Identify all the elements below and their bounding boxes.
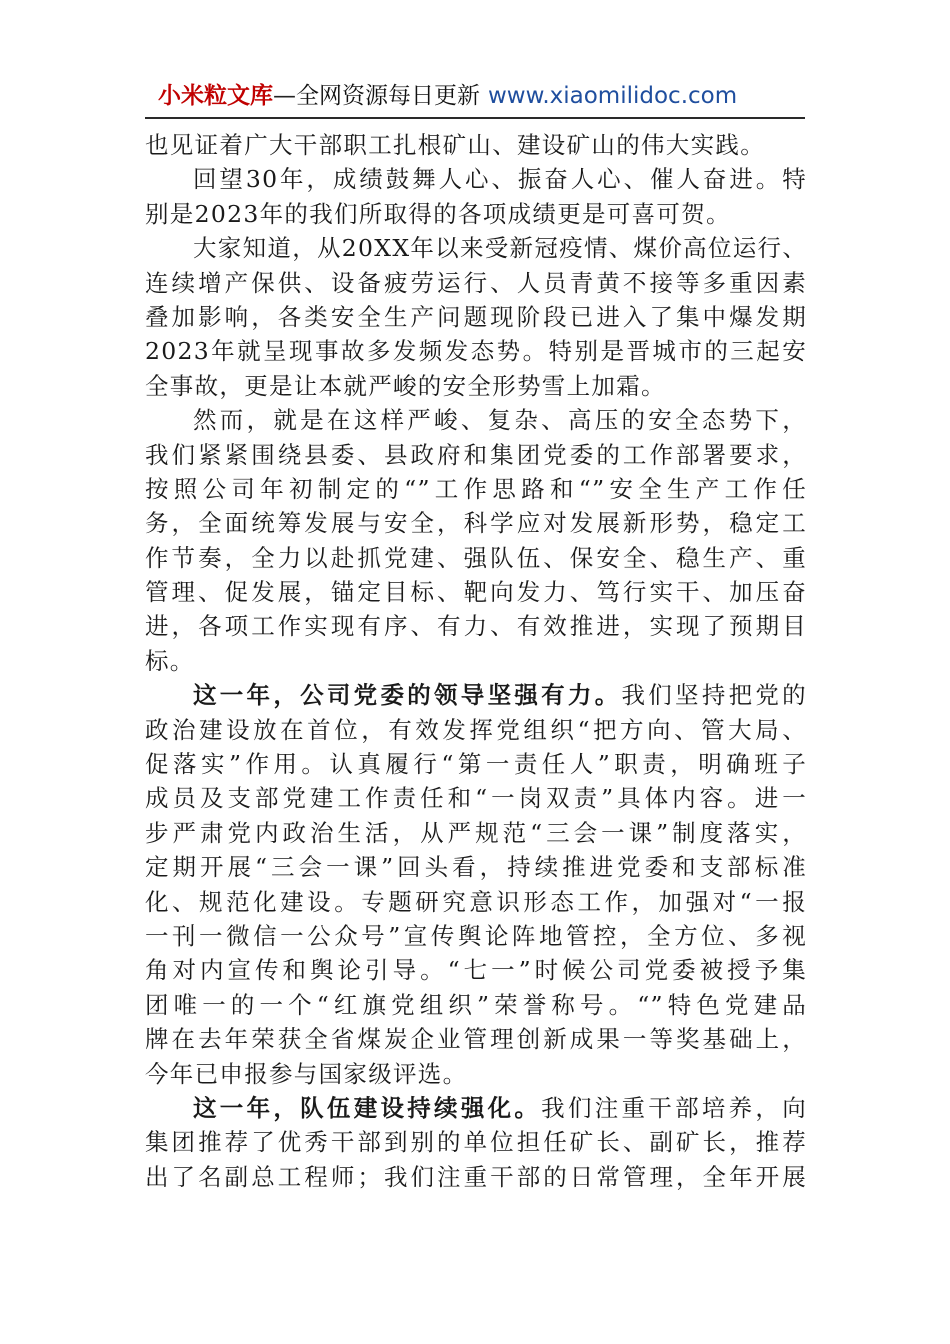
header-url[interactable]: www.xiaomilidoc.com [488, 83, 738, 109]
text-line: 出了名副总工程师；我们注重干部的日常管理，全年开展 [145, 1162, 807, 1191]
header-dash: — [273, 83, 296, 109]
text-line: 集团推荐了优秀干部到别的单位担任矿长、副矿长，推荐 [145, 1128, 807, 1157]
text-line: 连续增产保供、设备疲劳运行、人员青黄不接等多重因素 [145, 268, 807, 297]
bold-lead-team: 这一年，队伍建设持续强化。 [193, 1093, 542, 1122]
document-body [145, 128, 807, 1194]
text-line-rest: 我们坚持把党的 [621, 681, 807, 710]
text-line: 定期开展“三会一课”回头看，持续推进党委和支部标准 [145, 853, 807, 882]
header-rule [145, 117, 805, 119]
text-line: 进，各项工作实现有序、有力、有效推进，实现了预期目 [145, 612, 807, 641]
bold-lead-party: 这一年，公司党委的领导坚强有力。 [193, 681, 622, 710]
text-line: 叠加影响，各类安全生产问题现阶段已进入了集中爆发期 [145, 302, 807, 331]
text-line: 化、规范化建设。专题研究意识形态工作，加强对“一报 [145, 887, 807, 916]
text-line: 今年已申报参与国家级评选。 [145, 1059, 468, 1088]
text-line: 然而，就是在这样严峻、复杂、高压的安全态势下， [193, 406, 807, 435]
text-line: 2023年就呈现事故多发频发态势。特别是晋城市的三起安 [145, 337, 807, 366]
page-header [158, 80, 737, 116]
text-line: 全事故，更是让本就严峻的安全形势雪上加霜。 [145, 371, 666, 400]
text-line-rest: 我们注重干部培养，向 [541, 1093, 808, 1122]
text-line: 别是2023年的我们所取得的各项成绩更是可喜可贺。 [145, 199, 731, 228]
header-slogan: 全网资源每日更新 [296, 83, 480, 109]
text-line: 政治建设放在首位，有效发挥党组织“把方向、管大局、 [145, 715, 807, 744]
text-line: 回望30年，成绩鼓舞人心、振奋人心、催人奋进。特 [193, 165, 807, 194]
text-line: 我们紧紧围绕县委、县政府和集团党委的工作部署要求， [145, 440, 807, 469]
brand-name: 小米粒文库 [158, 83, 273, 109]
text-line: 也见证着广大干部职工扎根矿山、建设矿山的伟大实践。 [145, 131, 765, 159]
text-line: 一刊一微信一公众号”宣传舆论阵地管控，全方位、多视 [145, 921, 807, 950]
text-line: 促落实”作用。认真履行“第一责任人”职责，明确班子 [145, 750, 807, 779]
text-line: 作节奏，全力以赴抓党建、强队伍、保安全、稳生产、重 [145, 543, 807, 572]
text-line: 标。 [145, 646, 195, 675]
text-line: 按照公司年初制定的“”工作思路和“”安全生产工作任 [145, 474, 807, 503]
paragraph-lead-line [145, 678, 807, 712]
paragraph-lead-line [145, 1091, 807, 1125]
text-line: 成员及支部党建工作责任和“一岗双责”具体内容。进一 [145, 784, 807, 813]
text-line: 角对内宣传和舆论引导。“七一”时候公司党委被授予集 [145, 956, 807, 985]
text-line: 管理、促发展，锚定目标、靶向发力、笃行实干、加压奋 [145, 578, 807, 607]
text-line: 牌在去年荣获全省煤炭企业管理创新成果一等奖基础上， [145, 1025, 807, 1054]
text-line: 大家知道，从20XX年以来受新冠疫情、煤价高位运行、 [193, 234, 808, 263]
text-line: 务，全面统筹发展与安全，科学应对发展新形势，稳定工 [145, 509, 807, 538]
text-line: 步严肃党内政治生活，从严规范“三会一课”制度落实， [145, 818, 807, 847]
text-line: 团唯一的一个“红旗党组织”荣誉称号。“”特色党建品 [145, 990, 807, 1019]
